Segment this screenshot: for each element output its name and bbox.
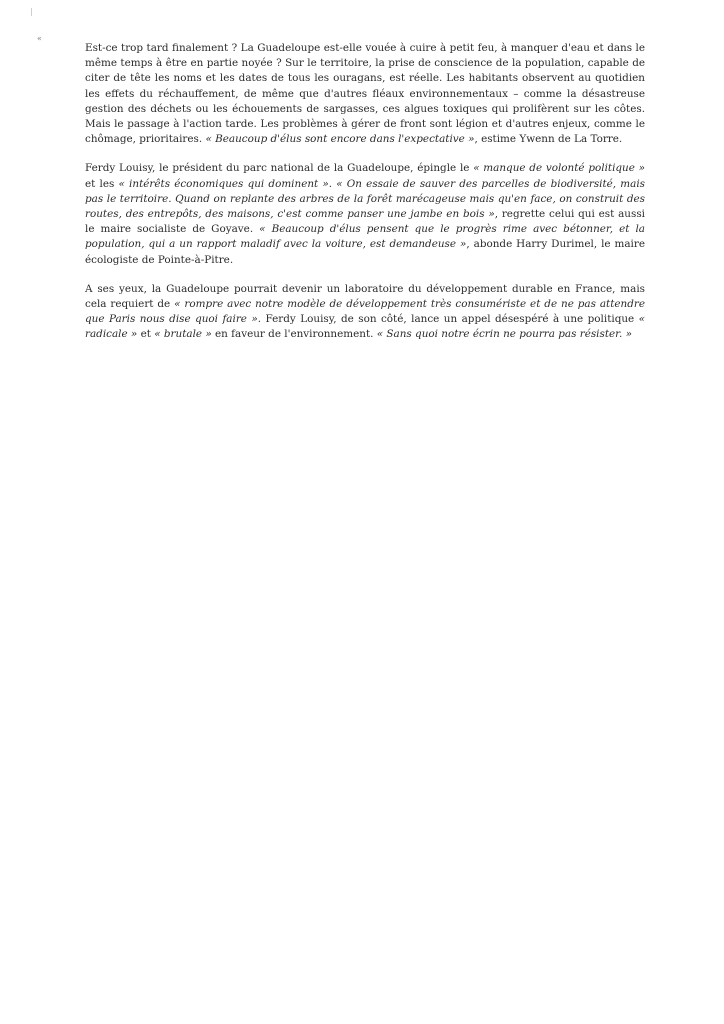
body-text: , abonde Harry Durimel, le maire écologiste de Pointe-à-Pitre.	[85, 238, 645, 266]
body-text: en faveur de l'environnement.	[211, 328, 377, 341]
body-text: et les	[85, 177, 119, 190]
paragraph-3	[85, 282, 645, 343]
quote-text: « intérêts économiques qui dominent ». « On essaie de sauver des parcelles de biodiversité, mais pas le territoire. Quand on replante des arbres de la forêt marécageuse mais qu'en face, on construit des routes, des entrepôts, des maisons, c'est comme panser une jambe en bois »	[85, 177, 645, 221]
quote-text: « brutale »	[154, 328, 212, 341]
body-text: Ferdy Louisy, le président du parc national de la Guadeloupe, épingle le	[85, 162, 474, 175]
body-text: Est-ce trop tard finalement ? La Guadeloupe est-elle vouée à cuire à petit feu, à manquer d'eau et dans le même temps à être en partie noyée ? Sur le territoire, la prise de conscience de la population, capable de citer de tête les noms et les dates de tous les ouragans, est réelle. Les habitants observent au quotidien les effets du réchauffement, de même que d'autres fléaux environnementaux – comme la désastreuse gestion des déchets ou les échouements de sargasses, ces algues toxiques qui prolifèrent sur les côtes. Mais le passage à l'action tarde. Les problèmes à gérer de front sont légion et d'autres enjeux, comme le chômage, prioritaires.	[85, 42, 645, 146]
scan-artifact	[31, 8, 32, 16]
body-text: et	[137, 328, 155, 341]
body-text: , estime Ywenn de La Torre.	[474, 133, 623, 146]
paragraph-1	[85, 41, 645, 147]
margin-mark: «	[37, 34, 42, 43]
body-text: A ses yeux, la Guadeloupe pourrait devenir un laboratoire du développement durable en France, mais cela requiert de	[85, 282, 645, 311]
body-text: , regrette celui qui est aussi le maire socialiste de Goyave.	[85, 208, 645, 236]
article-body	[85, 41, 645, 357]
quote-text: « Beaucoup d'élus pensent que le progrès rime avec bétonner, et la population, qui a un rapport maladif avec la voiture, est demandeuse »	[85, 223, 645, 251]
quote-text: « manque de volonté politique »	[473, 162, 645, 175]
body-text: . Ferdy Louisy, de son côté, lance un appel désespéré à une politique	[257, 313, 639, 326]
quote-text: « Beaucoup d'élus sont encore dans l'expectative »	[205, 133, 475, 146]
paragraph-2	[85, 161, 645, 267]
quote-text: « rompre avec notre modèle de développement très consumériste et de ne pas attendre que Paris nous dise quoi faire »	[85, 298, 645, 326]
quote-text: « Sans quoi notre écrin ne pourra pas résister. »	[376, 328, 632, 341]
quote-text: « radicale »	[85, 313, 645, 341]
